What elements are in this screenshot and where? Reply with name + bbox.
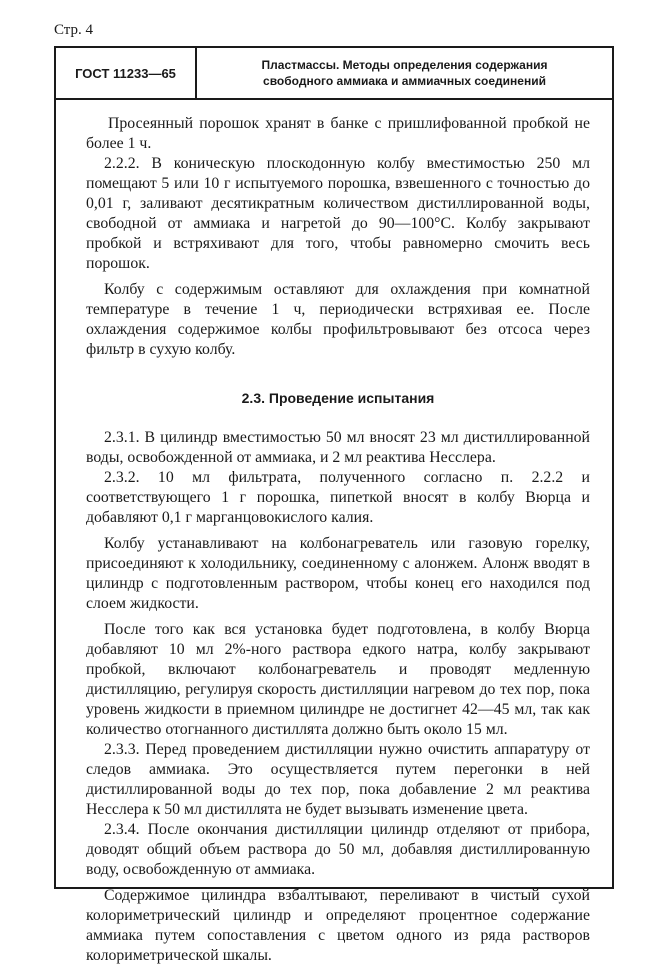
document-body <box>56 100 612 966</box>
paragraph: 2.3.3. Перед проведением дистилляции нужно очистить аппаратуру от следов аммиака. Это осуществляется путем перегонки в ней дистиллированной воды до тех пор, пока добавление 2 мл реактива Несслера к 50 мл дистиллята не будет вызывать изменение цвета. <box>86 741 590 818</box>
document-title <box>197 48 612 98</box>
standard-number: ГОСТ 11233—65 <box>56 48 197 98</box>
paragraph: Колбу с содержимым оставляют для охлаждения при комнатной температуре в течение 1 ч, периодически встряхивая ее. После охлаждения содержимое колбы профильтровывают без отсоса через фильтр в сухую колбу. <box>86 281 590 358</box>
document-frame <box>54 46 614 964</box>
paragraph: После того как вся установка будет подготовлена, в колбу Вюрца добавляют 10 мл 2%-ного раствора едкого натра, колбу закрывают пробкой, включают колбонагреватель и проводят медленную дистилляцию, регулируя скорость дистилляции нагревом до тех пор, пока уровень жидкости в приемном цилиндре не достигнет 42—45 мл, так как количество отогнанного дистиллята должно быть около 15 мл. <box>86 621 590 738</box>
page-number: Стр. 4 <box>54 22 94 38</box>
paragraph: 2.3.1. В цилиндр вместимостью 50 мл вносят 23 мл дистиллированной воды, освобожденной от аммиака, и 2 мл реактива Несслера. <box>86 429 590 466</box>
section-heading: 2.3. Проведение испытания <box>241 390 435 406</box>
paragraph: Просеянный порошок хранят в банке с пришлифованной пробкой не более 1 ч. <box>86 115 590 152</box>
paragraph: Колбу устанавливают на колбонагреватель или газовую горелку, присоединяют к холодильнику, соединенному с алонжем. Алонж вводят в цилиндр с подготовленным раствором, чтобы конец его находился под слоем жидкости. <box>86 535 590 612</box>
paragraph: Содержимое цилиндра взбалтывают, переливают в чистый сухой колориметрический цилиндр и определяют процентное содержание аммиака путем сопоставления с цветом одного из ряда растворов колориметрической шкалы. <box>86 887 590 964</box>
paragraph: 2.3.2. 10 мл фильтрата, полученного согласно п. 2.2.2 и соответствующего 1 г порошка, пипеткой вносят в колбу Вюрца и добавляют 0,1 г марганцовокислого калия. <box>86 469 590 526</box>
paragraph: 2.2.2. В коническую плоскодонную колбу вместимостью 250 мл помещают 5 или 10 г испытуемого порошка, взвешенного с точностью до 0,01 г, заливают десятикратным количеством дистиллированной воды, свободной от аммиака и нагретой до 90—100°С. Колбу закрывают пробкой и встряхивают для того, чтобы равномерно смочить весь порошок. <box>86 155 590 272</box>
title-line-2: свободного аммиака и аммиачных соединений <box>263 74 546 88</box>
paragraph: 2.3.4. После окончания дистилляции цилиндр отделяют от прибора, доводят общий объем раствора до 50 мл, добавляя дистиллированную воду, освобожденную от аммиака. <box>86 821 590 878</box>
title-line-1: Пластмассы. Методы определения содержания <box>261 58 548 72</box>
document-header <box>56 48 612 100</box>
